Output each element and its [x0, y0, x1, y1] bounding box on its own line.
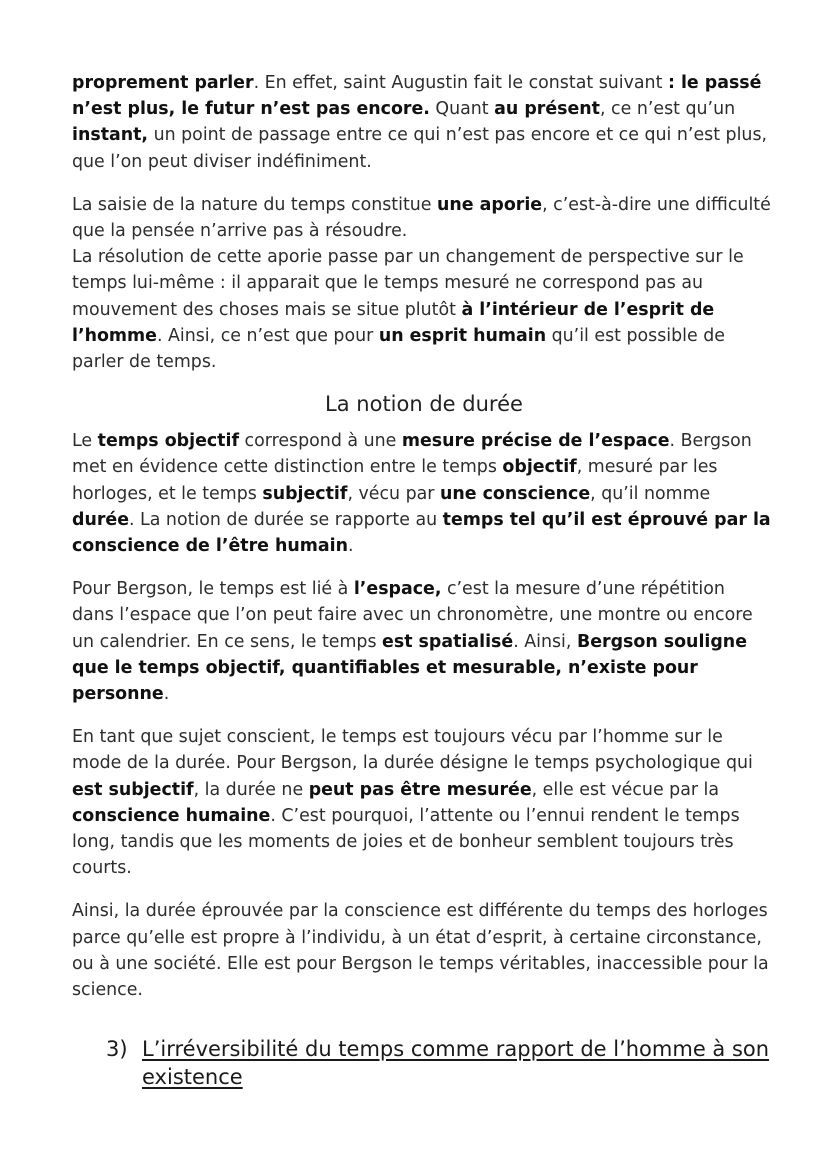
emphasis: un esprit humain	[378, 325, 547, 346]
emphasis: proprement parler	[72, 73, 254, 93]
emphasis: subjectif	[262, 483, 348, 504]
emphasis: une aporie	[437, 194, 543, 215]
section-title: L’irréversibilité du temps comme rapport de l’homme à son existence	[142, 1037, 770, 1090]
section-heading-duree: La notion de durée	[325, 392, 523, 417]
paragraph-conclusion: Ainsi, la durée éprouvée par la conscience est différente du temps des horloges parce qu’elle est propre à l’individu, à un état d’esprit, à certaine circonstance, ou à une société. Elle est pour Bergson le temps véritables, inaccessible pour la science.	[72, 901, 769, 1001]
emphasis: conscience humaine	[72, 805, 271, 826]
emphasis: durée	[72, 509, 129, 530]
emphasis: est subjectif	[72, 779, 194, 800]
emphasis: mesure précise de l’espace	[401, 431, 670, 452]
emphasis: instant,	[72, 125, 149, 146]
paragraph-resolution: La résolution de cette aporie passe par un changement de perspective sur le temps lui-même : il apparait que le temps mesuré ne correspond pas au mouvement des choses mais se situe plutôt à l’intérieur de l’esprit de l’homme. Ainsi, ce n’est que pour un esprit humain qu’il est possible de parler de temps.	[72, 247, 744, 373]
emphasis: objectif	[502, 457, 577, 478]
emphasis: est spatialisé	[382, 631, 514, 652]
paragraph-sujet-conscient: En tant que sujet conscient, le temps est toujours vécu par l’homme sur le mode de la durée. Pour Bergson, la durée désigne le temps psychologique qui est subjectif, la durée ne peut pas être mesurée, elle est vécue par la conscience humaine. C’est pourquoi, l’attente ou l’ennui rendent le temps long, tandis que les moments de joies et de bonheur semblent toujours très courts.	[72, 727, 753, 879]
emphasis: au présent	[494, 99, 600, 120]
emphasis: l’espace,	[353, 579, 442, 600]
emphasis: à l’intérieur de l’esprit de l’homme	[72, 299, 715, 346]
section-number: 3)	[106, 1037, 128, 1062]
paragraph-espace: Pour Bergson, le temps est lié à l’espace, c’est la mesure d’une répétition dans l’espace que l’on peut faire avec un chronomètre, une montre ou encore un calendrier. En ce sens, le temps est spatialisé. Ainsi, Bergson souligne que le temps objectif, quantifiables et mesurable, n’existe pour personne.	[72, 579, 753, 705]
section-heading-irreversibilite	[106, 1035, 772, 1091]
emphasis: Bergson souligne que le temps objectif, quantifiables et mesurable, n’existe pour personne	[72, 631, 747, 705]
emphasis: une conscience	[439, 483, 591, 504]
emphasis: temps objectif	[97, 431, 240, 452]
paragraph-augustin: proprement parler. En effet, saint Augustin fait le constat suivant : le passé n’est plus, le futur n’est pas encore. Quant au présent, ce n’est qu’un instant, un point de passage entre ce qui n’est pas encore et ce qui n’est plus, que l’on peut diviser indéfiniment.	[72, 73, 768, 172]
paragraph-temps-objectif: Le temps objectif correspond à une mesure précise de l’espace. Bergson met en évidence cette distinction entre le temps objectif, mesuré par les horloges, et le temps subjectif, vécu par une conscience, qu’il nomme durée. La notion de durée se rapporte au temps tel qu’il est éprouvé par la conscience de l’être humain.	[72, 431, 771, 557]
document-page	[72, 70, 772, 1091]
emphasis: peut pas être mesurée	[308, 779, 532, 800]
emphasis: : le passé n’est plus, le futur n’est pas encore.	[72, 73, 762, 120]
paragraph-aporie: La saisie de la nature du temps constitue une aporie, c’est-à-dire une difficulté que la pensée n’arrive pas à résoudre.	[72, 194, 771, 242]
emphasis: temps tel qu’il est éprouvé par la conscience de l’être humain	[72, 509, 771, 557]
